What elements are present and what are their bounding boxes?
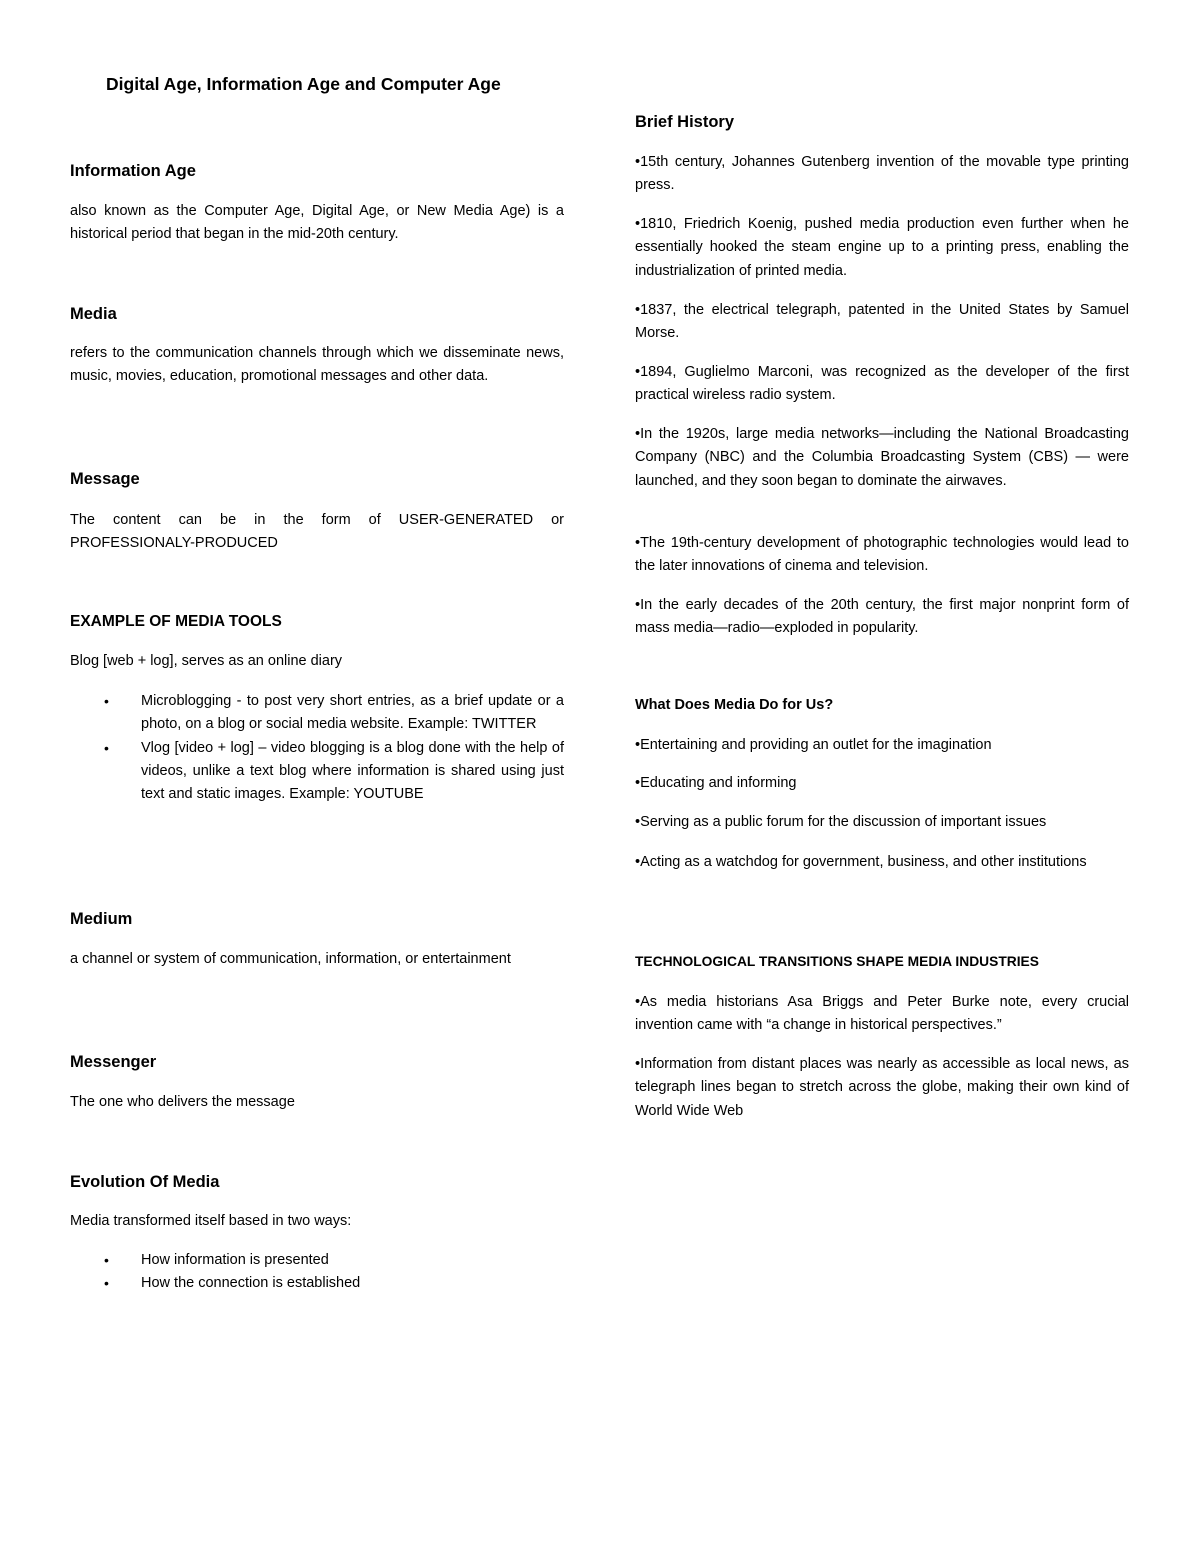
text-blog-intro: Blog [web + log], serves as an online diary xyxy=(70,653,343,669)
heading-what-media-does: What Does Media Do for Us? xyxy=(635,697,834,713)
list-item: • How information is presented xyxy=(70,1249,564,1272)
history-item: •1894, Guglielmo Marconi, was recognized as the developer of the first practical wireless radio system. xyxy=(635,364,1129,404)
transitions-item: •As media historians Asa Briggs and Peter Burke note, every crucial invention came with “a change in historical perspectives.” xyxy=(635,994,1129,1034)
media-tools-list xyxy=(70,690,564,806)
text-messenger: The one who delivers the message xyxy=(70,1094,295,1110)
transitions-item: •Information from distant places was nearly as accessible as local news, as telegraph lines began to stretch across the globe, making their own kind of World Wide Web xyxy=(635,1056,1129,1119)
heading-messenger: Messenger xyxy=(70,1053,157,1071)
list-item: • Microblogging - to post very short entries, as a brief update or a photo, on a blog or social media website. Example: TWITTER xyxy=(70,690,564,737)
heading-technological-transitions: TECHNOLOGICAL TRANSITIONS SHAPE MEDIA INDUSTRIES xyxy=(635,954,1039,969)
text-media: refers to the communication channels through which we disseminate news, music, movies, education, promotional messages and other data. xyxy=(70,345,564,385)
text-message: The content can be in the form of USER-GENERATED or PROFESSIONALY-PRODUCED xyxy=(70,512,564,552)
heading-brief-history: Brief History xyxy=(635,113,735,131)
heading-message: Message xyxy=(70,470,140,488)
history-item: •15th century, Johannes Gutenberg invention of the movable type printing press. xyxy=(635,154,1129,194)
heading-information-age: Information Age xyxy=(70,162,196,180)
what-media-item: •Acting as a watchdog for government, business, and other institutions xyxy=(635,854,1087,870)
text-evolution-intro: Media transformed itself based in two ways: xyxy=(70,1213,352,1229)
bullet-icon: • xyxy=(104,1275,109,1292)
list-item: • How the connection is established xyxy=(70,1272,564,1295)
text-medium: a channel or system of communication, information, or entertainment xyxy=(70,951,511,967)
bullet-icon: • xyxy=(104,739,109,756)
what-media-item: •Entertaining and providing an outlet for the imagination xyxy=(635,737,992,753)
document-title: Digital Age, Information Age and Computer Age xyxy=(106,74,501,94)
history-item: •1810, Friedrich Koenig, pushed media production even further when he essentially hooked the steam engine up to a printing press, enabling the industrialization of printed media. xyxy=(635,216,1129,279)
heading-evolution: Evolution Of Media xyxy=(70,1173,220,1191)
heading-medium: Medium xyxy=(70,910,133,928)
bullet-icon: • xyxy=(104,1252,109,1268)
history-item: •In the 1920s, large media networks—including the National Broadcasting Company (NBC) and the Columbia Broadcasting System (CBS) — were launched, and they soon began to dominate the airwaves. xyxy=(635,426,1129,489)
evolution-list xyxy=(70,1249,564,1296)
text-information-age: also known as the Computer Age, Digital Age, or New Media Age) is a historical period that began in the mid-20th century. xyxy=(70,203,564,243)
history-item: •The 19th-century development of photographic technologies would lead to the later innovations of cinema and television. xyxy=(635,535,1129,575)
what-media-item: •Educating and informing xyxy=(635,775,797,791)
history-item: •In the early decades of the 20th century, the first major nonprint form of mass media—radio—exploded in popularity. xyxy=(635,597,1129,637)
heading-media: Media xyxy=(70,305,117,323)
heading-media-tools: EXAMPLE OF MEDIA TOOLS xyxy=(70,613,282,630)
history-item: •1837, the electrical telegraph, patented in the United States by Samuel Morse. xyxy=(635,302,1129,342)
bullet-icon: • xyxy=(104,693,109,709)
list-item: • Vlog [video + log] – video blogging is a blog done with the help of videos, unlike a text blog where information is shared using just text and static images. Example: YOUTUBE xyxy=(70,737,564,807)
what-media-item: •Serving as a public forum for the discussion of important issues xyxy=(635,814,1047,830)
